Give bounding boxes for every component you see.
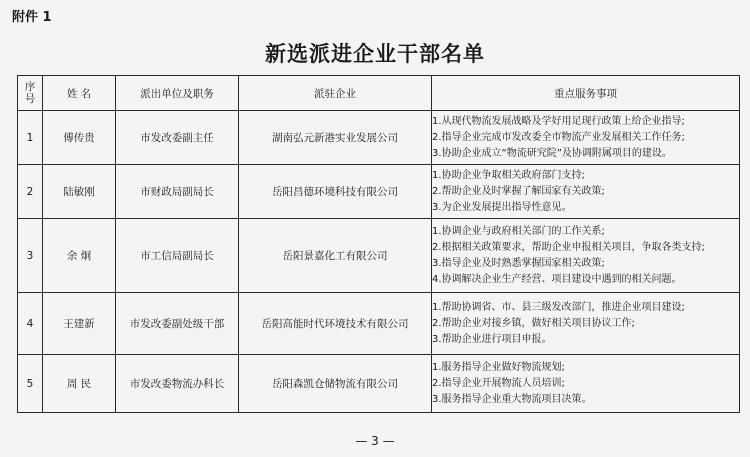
service-item: 1.协调企业与政府相关部门的工作关系; (432, 225, 605, 237)
service-item: 2.指导企业开展物流人员培训; (432, 377, 565, 389)
header-name: 姓 名 (43, 76, 116, 111)
header-items: 重点服务事项 (432, 76, 740, 111)
header-unit: 派出单位及职务 (116, 76, 239, 111)
service-item: 1.协助企业争取相关政府部门支持; (432, 169, 585, 181)
row-company: 岳阳景嘉化工有限公司 (239, 219, 432, 293)
row-company: 岳阳昌德环境科技有限公司 (239, 165, 432, 219)
service-item: 3.指导企业及时熟悉掌握国家相关政策; (432, 257, 605, 269)
row-unit: 市发改委物流办科长 (116, 355, 239, 413)
row-unit: 市财政局副局长 (116, 165, 239, 219)
row-seq: 5 (18, 355, 43, 413)
row-service-items (432, 165, 740, 219)
table-row (18, 111, 740, 165)
row-seq: 3 (18, 219, 43, 293)
service-item: 2.根据相关政策要求，帮助企业申报相关项目，争取各类支持; (432, 241, 705, 253)
row-company: 岳阳高能时代环境技术有限公司 (239, 293, 432, 355)
row-name: 周 民 (43, 355, 116, 413)
attachment-label: 附件 1 (12, 10, 52, 25)
row-service-items (432, 111, 740, 165)
row-unit: 市发改委副处级干部 (116, 293, 239, 355)
service-item: 1.服务指导企业做好物流规划; (432, 361, 565, 373)
row-unit: 市工信局副局长 (116, 219, 239, 293)
service-item: 1.从现代物流发展战略及学好用足现行政策上给企业指导; (432, 115, 685, 127)
row-name: 陆敏刚 (43, 165, 116, 219)
row-service-items (432, 355, 740, 413)
table-row (18, 293, 740, 355)
service-item: 3.服务指导企业重大物流项目决策。 (432, 393, 592, 405)
table-row (18, 165, 740, 219)
row-company: 岳阳森凯仓储物流有限公司 (239, 355, 432, 413)
header-seq-top: 序 (24, 81, 36, 93)
header-seq (18, 76, 43, 111)
row-name: 余 炯 (43, 219, 116, 293)
service-item: 3.为企业发展提出指导性意见。 (432, 201, 572, 213)
row-seq: 4 (18, 293, 43, 355)
row-seq: 2 (18, 165, 43, 219)
row-seq: 1 (18, 111, 43, 165)
table-header-row (18, 76, 740, 111)
page-number: — 3 — (355, 434, 395, 448)
table-row (18, 219, 740, 293)
row-name: 王建新 (43, 293, 116, 355)
service-item: 3.帮助企业进行项目申报。 (432, 333, 552, 345)
service-item: 1.帮助协调省、市、县三级发改部门，推进企业项目建设; (432, 301, 685, 313)
service-item: 2.帮助企业对接乡镇，做好相关项目协议工作; (432, 317, 635, 329)
row-company: 湖南弘元新港实业发展公司 (239, 111, 432, 165)
row-unit: 市发改委副主任 (116, 111, 239, 165)
row-service-items (432, 219, 740, 293)
cadre-table (17, 75, 740, 413)
service-item: 2.指导企业完成市发改委全市物流产业发展相关工作任务; (432, 131, 685, 143)
header-seq-bottom: 号 (24, 93, 36, 105)
row-name: 傅传贵 (43, 111, 116, 165)
service-item: 2.帮助企业及时掌握了解国家有关政策; (432, 185, 605, 197)
service-item: 3.协助企业成立“物流研究院”及协调附属项目的建设。 (432, 147, 672, 159)
table-row (18, 355, 740, 413)
document-title: 新选派进企业干部名单 (265, 42, 485, 66)
row-service-items (432, 293, 740, 355)
header-company: 派驻企业 (239, 76, 432, 111)
service-item: 4.协调解决企业生产经营、项目建设中遇到的相关问题。 (432, 273, 682, 285)
